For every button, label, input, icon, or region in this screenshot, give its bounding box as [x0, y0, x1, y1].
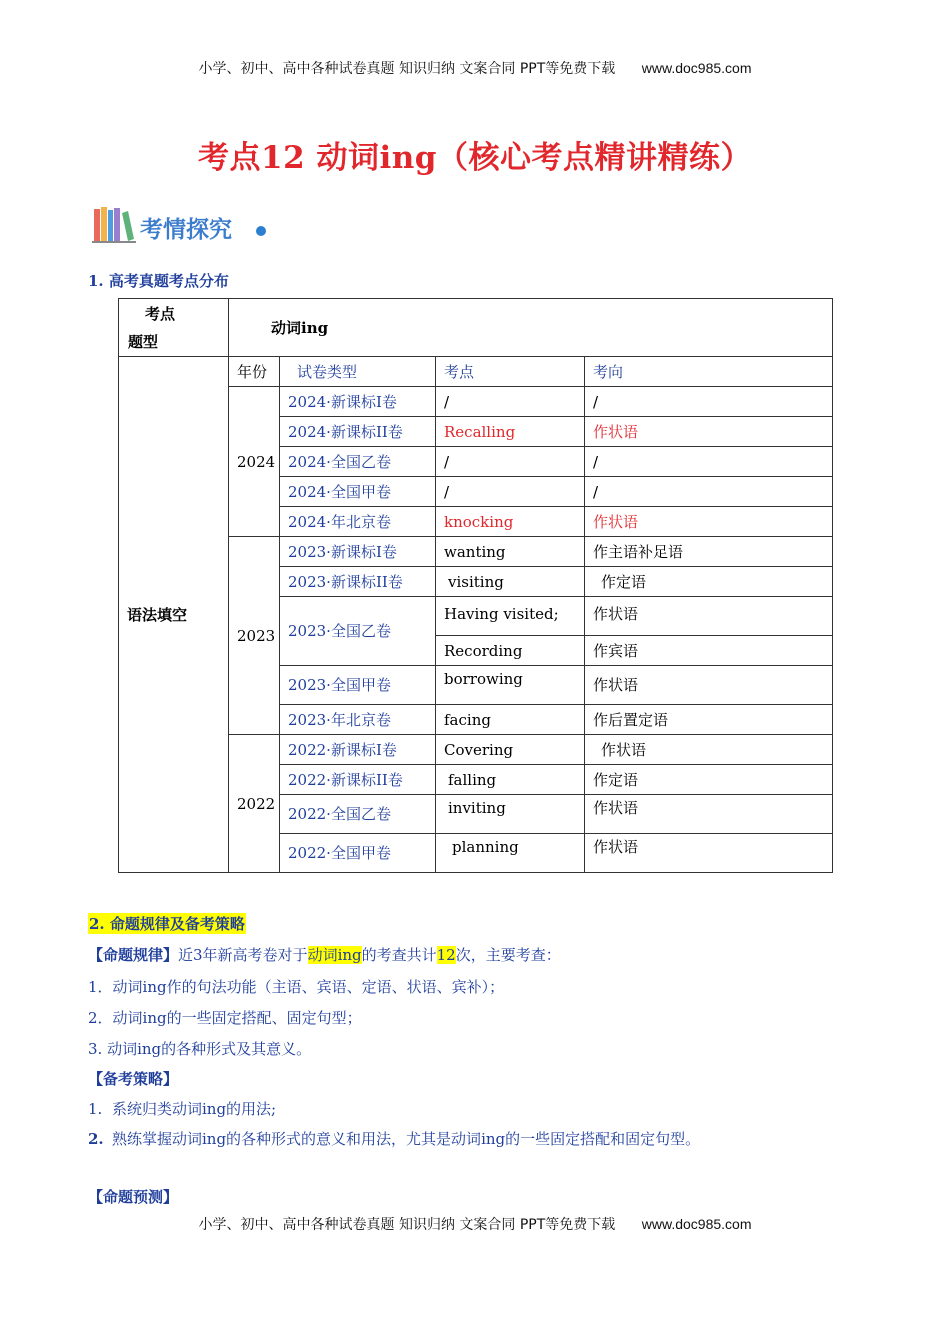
list-item-number: 1.: [88, 1100, 103, 1118]
list-item-text: 动词ing的各种形式及其意义。: [107, 1040, 312, 1058]
paper-cell: 2024·年北京卷: [280, 507, 436, 537]
heading-rules-strategy: 2. 命题规律及备考策略: [89, 915, 245, 933]
point-cell: falling: [436, 765, 585, 795]
direction-cell: 作主语补足语: [585, 537, 833, 567]
paper-cell: 2023·全国甲卷: [280, 666, 436, 705]
footer-text: 小学、初中、高中各种试卷真题 知识归纳 文案合同 PPT等免费下载: [198, 1217, 616, 1233]
paper-cell: 2023·新课标I卷: [280, 537, 436, 567]
paper-cell: 2024·新课标I卷: [280, 387, 436, 417]
list-item: [88, 976, 504, 997]
corner-top-label: 考点: [145, 304, 176, 323]
rules-text-middle: 的考查共计: [361, 946, 437, 964]
direction-cell: 作状语: [585, 735, 833, 765]
list-item-text: 动词ing的一些固定搭配、固定句型；: [112, 1009, 362, 1027]
direction-cell: 作状语: [585, 795, 833, 834]
rules-topic-highlight: 动词ing: [307, 946, 362, 964]
page-title: 考点12 动词ing（核心考点精讲精练）: [198, 140, 752, 176]
point-cell: planning: [436, 834, 585, 873]
paper-cell: 2024·全国甲卷: [280, 477, 436, 507]
corner-cell: [119, 299, 229, 357]
direction-cell: 作定语: [585, 567, 833, 597]
point-cell: inviting: [436, 795, 585, 834]
point-cell: Recording: [436, 636, 585, 666]
strategy-label-text: 【备考策略】: [88, 1070, 179, 1088]
column-header-row: [119, 357, 833, 387]
paper-cell: 2022·新课标I卷: [280, 735, 436, 765]
year-cell-2022: 2022: [229, 735, 280, 873]
point-cell: /: [436, 447, 585, 477]
list-item-text: 熟练掌握动词ing的各种形式的意义和用法，尤其是动词ing的一些固定搭配和固定句型。: [112, 1130, 701, 1148]
paper-cell: 2023·新课标II卷: [280, 567, 436, 597]
direction-cell: 作状语: [585, 417, 833, 447]
year-cell-2023: 2023: [229, 537, 280, 735]
point-cell: wanting: [436, 537, 585, 567]
point-cell: borrowing: [436, 666, 585, 705]
point-cell: knocking: [436, 507, 585, 537]
col-header-paper: 试卷类型: [280, 357, 436, 387]
paper-cell: 2022·新课标II卷: [280, 765, 436, 795]
direction-cell: /: [585, 387, 833, 417]
rules-count-highlight: 12: [436, 946, 456, 964]
paper-cell: 2022·全国乙卷: [280, 795, 436, 834]
direction-cell: /: [585, 477, 833, 507]
table-header-row: [119, 299, 833, 357]
list-item-text: 动词ing作的句法功能（主语、宾语、定语、状语、宾补）；: [112, 978, 505, 996]
direction-cell: 作状语: [585, 597, 833, 636]
point-cell: Recalling: [436, 417, 585, 447]
direction-cell: 作宾语: [585, 636, 833, 666]
point-cell: /: [436, 477, 585, 507]
list-item: [88, 1038, 311, 1059]
col-header-point: 考点: [436, 357, 585, 387]
question-type-cell: 语法填空: [119, 357, 229, 873]
point-cell: visiting: [436, 567, 585, 597]
prediction-label: [88, 1186, 178, 1207]
page-header: [0, 58, 950, 78]
direction-cell: 作状语: [585, 834, 833, 873]
list-item-number: 2.: [88, 1130, 104, 1148]
direction-cell: /: [585, 447, 833, 477]
list-item: [88, 1128, 700, 1149]
topic-cell: 动词ing: [229, 299, 833, 357]
paper-cell: 2022·全国甲卷: [280, 834, 436, 873]
point-cell: /: [436, 387, 585, 417]
header-url[interactable]: www.doc985.com: [641, 60, 752, 76]
point-cell: Having visited;: [436, 597, 585, 636]
rules-label: 【命题规律】: [88, 946, 179, 964]
heading-exam-distribution: 1. 高考真题考点分布: [88, 272, 229, 290]
page-footer: [0, 1214, 950, 1234]
corner-bottom-label: 题型: [128, 332, 159, 351]
prediction-label-text: 【命题预测】: [88, 1188, 179, 1206]
rules-paragraph: [88, 944, 561, 965]
direction-cell: 作后置定语: [585, 705, 833, 735]
list-item-number: 1．: [88, 978, 113, 996]
banner-title: 考情探究: [140, 217, 232, 243]
point-cell: facing: [436, 705, 585, 735]
point-cell: Covering: [436, 735, 585, 765]
list-item: [88, 1007, 362, 1028]
direction-cell: 作定语: [585, 765, 833, 795]
rules-text-after: 次，主要考查：: [455, 946, 561, 964]
banner-dot-icon: [256, 226, 266, 236]
paper-cell: 2024·全国乙卷: [280, 447, 436, 477]
header-text: 小学、初中、高中各种试卷真题 知识归纳 文案合同 PPT等免费下载: [198, 61, 616, 77]
col-header-direction: 考向: [585, 357, 833, 387]
direction-cell: 作状语: [585, 666, 833, 705]
paper-cell: 2023·年北京卷: [280, 705, 436, 735]
books-icon: [92, 207, 136, 243]
footer-url[interactable]: www.doc985.com: [641, 1216, 752, 1232]
list-item-text: 系统归类动词ing的用法;: [112, 1100, 277, 1118]
strategy-label: [88, 1068, 178, 1089]
rules-text-before: 近3年新高考卷对于: [178, 946, 308, 964]
year-cell-2024: 2024: [229, 387, 280, 537]
list-item: [88, 1098, 276, 1119]
list-item-number: 2．: [88, 1009, 113, 1027]
exam-distribution-table: [118, 298, 833, 873]
direction-cell: 作状语: [585, 507, 833, 537]
paper-cell: 2023·全国乙卷: [280, 597, 436, 666]
col-header-year: 年份: [229, 357, 280, 387]
list-item-number: 3.: [88, 1040, 103, 1058]
paper-cell: 2024·新课标II卷: [280, 417, 436, 447]
